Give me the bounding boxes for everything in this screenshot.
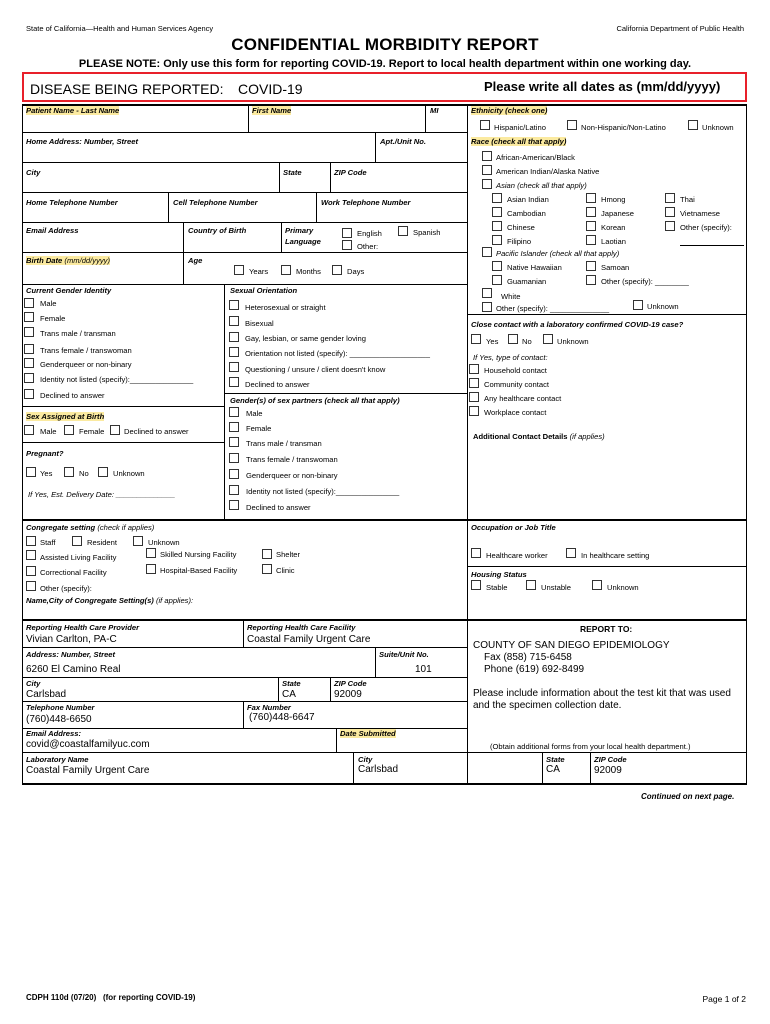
- housing-stable-label: Stable: [486, 583, 508, 592]
- gender-male-label: Male: [40, 299, 57, 308]
- provider-label: Reporting Health Care Provider: [26, 623, 140, 632]
- divider: [22, 162, 467, 163]
- native-hawaiian-checkbox[interactable]: [492, 261, 502, 271]
- housing-status-label: Housing Status: [471, 570, 527, 579]
- close-contact-unknown-checkbox[interactable]: [543, 334, 553, 344]
- african-american-checkbox[interactable]: [482, 151, 492, 161]
- congregate-staff-label: Staff: [40, 538, 56, 547]
- provider-fax-label: Fax Number: [247, 703, 291, 712]
- sexual-orientation-label: Sexual Orientation: [230, 286, 298, 295]
- shelter-checkbox[interactable]: [262, 549, 272, 559]
- divider: [224, 284, 225, 519]
- divider: [281, 222, 282, 252]
- sex-female-checkbox[interactable]: [64, 425, 74, 435]
- provider-zip-label: ZIP Code: [334, 679, 367, 688]
- divider: [243, 701, 244, 728]
- divider: [22, 104, 23, 784]
- partner-male-checkbox[interactable]: [229, 407, 239, 417]
- vietnamese-checkbox[interactable]: [665, 207, 675, 217]
- disease-value: COVID-19: [238, 81, 303, 97]
- orientation-gay-checkbox[interactable]: [229, 332, 239, 342]
- healthcare-worker-label: Healthcare worker: [486, 551, 548, 560]
- country-of-birth-label: Country of Birth: [188, 226, 247, 235]
- partner-notlisted-label: Identity not listed (specify):_______________: [246, 487, 400, 496]
- city-field[interactable]: [23, 176, 467, 192]
- gender-genderqueer-label: Genderqueer or non-binary: [40, 360, 132, 369]
- contact-type-label: If Yes, type of contact:: [473, 353, 548, 362]
- report-to-note2: and the specimen collection date.: [473, 700, 622, 711]
- divider: [22, 519, 747, 521]
- hispanic-checkbox[interactable]: [480, 120, 490, 130]
- divider: [224, 393, 467, 394]
- samoan-checkbox[interactable]: [586, 261, 596, 271]
- divider: [467, 104, 468, 519]
- race-unknown-label: Unknown: [647, 302, 679, 311]
- vietnamese-label: Vietnamese: [680, 209, 720, 218]
- pacific-other-label: Other (specify): ________: [601, 277, 689, 286]
- lab-city-label: City: [358, 755, 373, 764]
- lab-city[interactable]: Carlsbad: [358, 764, 399, 775]
- provider-state[interactable]: CA: [282, 689, 296, 700]
- other-language-checkbox[interactable]: [342, 240, 352, 250]
- native-hawaiian-label: Native Hawaiian: [507, 263, 562, 272]
- divider: [467, 314, 747, 315]
- provider-city-label: City: [26, 679, 41, 688]
- zip-label: ZIP Code: [334, 168, 367, 177]
- provider-address-label: Address: Number, Street: [26, 650, 116, 659]
- home-telephone-label: Home Telephone Number: [26, 198, 118, 207]
- cell-telephone-label: Cell Telephone Number: [173, 198, 258, 207]
- divider: [243, 619, 244, 647]
- divider: [467, 566, 747, 567]
- partner-declined-label: Declined to answer: [246, 503, 311, 512]
- correctional-label: Correctional Facility: [40, 568, 107, 577]
- sex-declined-label: Declined to answer: [124, 427, 189, 436]
- japanese-checkbox[interactable]: [586, 207, 596, 217]
- pregnant-yes-checkbox[interactable]: [26, 467, 36, 477]
- asian-other-label: Other (specify):: [680, 223, 732, 232]
- additional-contact-label: Additional Contact Details (if applies): [473, 432, 605, 441]
- congregate-staff-checkbox[interactable]: [26, 536, 36, 546]
- divider: [278, 677, 279, 701]
- partner-female-label: Female: [246, 424, 272, 433]
- close-contact-yes-label: Yes: [486, 337, 499, 346]
- occupation-label: Occupation or Job Title: [471, 523, 556, 532]
- divider: [183, 252, 184, 284]
- email-label: Email Address: [26, 226, 79, 235]
- close-contact-no-label: No: [522, 337, 532, 346]
- race-unknown-checkbox[interactable]: [633, 300, 643, 310]
- pacific-islander-label: Pacific Islander (check all that apply): [496, 249, 620, 258]
- report-to-line1: COUNTY OF SAN DIEGO EPIDEMIOLOGY: [473, 640, 670, 651]
- continued-note: Continued on next page.: [641, 792, 735, 801]
- close-contact-yes-checkbox[interactable]: [471, 334, 481, 344]
- chinese-label: Chinese: [507, 223, 535, 232]
- congregate-resident-label: Resident: [87, 538, 117, 547]
- dates-note: Please write all dates as (mm/dd/yyyy): [484, 79, 721, 94]
- primary-label: Primary: [285, 226, 314, 235]
- orientation-questioning-label: Questioning / unsure / client doesn't know: [245, 365, 386, 374]
- close-contact-label: Close contact with a laboratory confirmed COVID-19 case?: [471, 320, 684, 329]
- lab-name-label: Laboratory Name: [26, 755, 89, 764]
- community-contact-checkbox[interactable]: [469, 378, 479, 388]
- partner-declined-checkbox[interactable]: [229, 500, 239, 510]
- asian-indian-label: Asian Indian: [507, 195, 549, 204]
- pregnant-yes-label: Yes: [40, 469, 53, 478]
- pregnant-label: Pregnant?: [26, 449, 64, 458]
- congregate-resident-checkbox[interactable]: [72, 536, 82, 546]
- partner-male-label: Male: [246, 409, 263, 418]
- divider: [590, 752, 591, 784]
- divider: [22, 752, 467, 753]
- divider: [22, 284, 467, 285]
- gender-female-checkbox[interactable]: [24, 312, 34, 322]
- american-indian-label: American Indian/Alaska Native: [496, 167, 600, 176]
- agency-right: California Department of Public Health: [616, 24, 744, 33]
- gender-transfemale-checkbox[interactable]: [24, 344, 34, 354]
- divider: [22, 222, 467, 223]
- spanish-label: Spanish: [413, 228, 441, 237]
- orientation-bisexual-checkbox[interactable]: [229, 316, 239, 326]
- first-name-label: First Name: [252, 106, 292, 115]
- pacific-islander-checkbox[interactable]: [482, 247, 492, 257]
- orientation-questioning-checkbox[interactable]: [229, 362, 239, 372]
- divider: [22, 701, 467, 702]
- age-label: Age: [188, 256, 203, 265]
- orientation-declined-label: Declined to answer: [245, 380, 310, 389]
- pregnant-no-checkbox[interactable]: [64, 467, 74, 477]
- guamanian-label: Guamanian: [507, 277, 547, 286]
- filipino-label: Filipino: [507, 237, 532, 246]
- lab-state-label: State: [546, 755, 565, 764]
- additional-forms-note: (Obtain additional forms from your local health department.): [490, 742, 691, 751]
- birth-date-label: Birth Date (mm/dd/yyyy): [26, 256, 110, 265]
- divider: [316, 192, 317, 222]
- report-to-label: REPORT TO:: [580, 624, 633, 634]
- partner-genderqueer-checkbox[interactable]: [229, 469, 239, 479]
- gender-declined-checkbox[interactable]: [24, 389, 34, 399]
- partner-female-checkbox[interactable]: [229, 422, 239, 432]
- asian-other-checkbox[interactable]: [665, 221, 675, 231]
- cambodian-label: Cambodian: [507, 209, 546, 218]
- lab-zip-label: ZIP Code: [594, 755, 627, 764]
- days-label: Days: [347, 267, 365, 276]
- orientation-notlisted-checkbox[interactable]: [229, 347, 239, 357]
- congregate-name-label: Name,City of Congregate Setting(s) (if applies):: [26, 596, 194, 605]
- divider: [467, 519, 468, 619]
- housing-unknown-checkbox[interactable]: [592, 580, 602, 590]
- report-to-fax: Fax (858) 715-6458: [484, 652, 572, 663]
- healthcare-contact-checkbox[interactable]: [469, 392, 479, 402]
- months-label: Months: [296, 267, 321, 276]
- form-title: CONFIDENTIAL MORBIDITY REPORT: [231, 35, 539, 54]
- samoan-label: Samoan: [601, 263, 630, 272]
- cambodian-checkbox[interactable]: [492, 207, 502, 217]
- divider: [467, 619, 468, 784]
- home-address-field[interactable]: [23, 146, 467, 162]
- form-note: PLEASE NOTE: Only use this form for reporting COVID-19. Report to local health department within one working day.: [78, 58, 692, 70]
- asian-checkbox[interactable]: [482, 179, 492, 189]
- housing-unstable-checkbox[interactable]: [526, 580, 536, 590]
- chinese-checkbox[interactable]: [492, 221, 502, 231]
- white-label: White: [501, 292, 521, 301]
- orientation-hetero-label: Heterosexual or straight: [245, 303, 326, 312]
- language-label: Language: [285, 237, 321, 246]
- thai-label: Thai: [680, 195, 695, 204]
- korean-checkbox[interactable]: [586, 221, 596, 231]
- divider: [22, 442, 224, 443]
- patient-name-field[interactable]: [23, 114, 467, 132]
- gender-identity-label: Current Gender Identity: [26, 286, 112, 295]
- non-hispanic-checkbox[interactable]: [567, 120, 577, 130]
- ethnicity-unknown-label: Unknown: [702, 123, 734, 132]
- ethnicity-label: Ethnicity (check one): [471, 106, 548, 115]
- hospital-based-label: Hospital-Based Facility: [160, 566, 238, 575]
- healthcare-setting-label: In healthcare setting: [581, 551, 650, 560]
- japanese-label: Japanese: [601, 209, 634, 218]
- provider-name[interactable]: Vivian Carlton, PA-C: [26, 634, 117, 645]
- hmong-label: Hmong: [601, 195, 626, 204]
- divider: [375, 647, 376, 677]
- gender-declined-label: Declined to answer: [40, 391, 105, 400]
- provider-suite[interactable]: 101: [415, 664, 432, 675]
- clinic-checkbox[interactable]: [262, 564, 272, 574]
- months-checkbox[interactable]: [281, 265, 291, 275]
- lab-name[interactable]: Coastal Family Urgent Care: [26, 765, 150, 776]
- asian-indian-checkbox[interactable]: [492, 193, 502, 203]
- hispanic-label: Hispanic/Latino: [494, 123, 546, 132]
- congregate-unknown-checkbox[interactable]: [133, 536, 143, 546]
- pacific-other-checkbox[interactable]: [586, 275, 596, 285]
- guamanian-checkbox[interactable]: [492, 275, 502, 285]
- asian-other-line: [680, 245, 744, 246]
- form-id: CDPH 110d (07/20) (for reporting COVID-19): [26, 993, 196, 1002]
- household-contact-label: Household contact: [484, 366, 547, 375]
- korean-label: Korean: [601, 223, 626, 232]
- divider: [22, 619, 747, 621]
- clinic-label: Clinic: [276, 566, 295, 575]
- years-checkbox[interactable]: [234, 265, 244, 275]
- facility-name[interactable]: Coastal Family Urgent Care: [247, 634, 371, 645]
- report-to-note1: Please include information about the test kit that was used: [473, 688, 731, 699]
- partner-genderqueer-label: Genderqueer or non-binary: [246, 471, 338, 480]
- partner-notlisted-checkbox[interactable]: [229, 485, 239, 495]
- provider-address[interactable]: 6260 El Camino Real: [26, 664, 121, 675]
- partner-transfemale-checkbox[interactable]: [229, 453, 239, 463]
- provider-telephone[interactable]: (760)448-6650: [26, 714, 92, 725]
- gender-male-checkbox[interactable]: [24, 298, 34, 308]
- gender-genderqueer-checkbox[interactable]: [24, 358, 34, 368]
- ethnicity-unknown-checkbox[interactable]: [688, 120, 698, 130]
- filipino-checkbox[interactable]: [492, 235, 502, 245]
- divider: [22, 406, 224, 407]
- patient-last-name-label: Patient Name - Last Name: [26, 106, 120, 115]
- sex-male-checkbox[interactable]: [24, 425, 34, 435]
- gender-notlisted-checkbox[interactable]: [24, 373, 34, 383]
- apt-label: Apt./Unit No.: [380, 137, 426, 146]
- divider: [330, 677, 331, 701]
- other-language-label: Other:: [357, 242, 379, 251]
- orientation-gay-label: Gay, lesbian, or same gender loving: [245, 334, 367, 343]
- orientation-hetero-checkbox[interactable]: [229, 300, 239, 310]
- healthcare-worker-checkbox[interactable]: [471, 548, 481, 558]
- divider: [22, 252, 467, 253]
- race-other-label: Other (specify): ______________: [496, 304, 610, 313]
- divider: [183, 222, 184, 252]
- divider: [353, 752, 354, 784]
- delivery-date-label: If Yes, Est. Delivery Date: ______________: [28, 490, 176, 499]
- provider-email-label: Email Address:: [26, 729, 82, 738]
- assisted-living-checkbox[interactable]: [26, 550, 36, 560]
- household-contact-checkbox[interactable]: [469, 364, 479, 374]
- sex-female-label: Female: [79, 427, 105, 436]
- shelter-label: Shelter: [276, 550, 301, 559]
- american-indian-checkbox[interactable]: [482, 165, 492, 175]
- congregate-unknown-label: Unknown: [148, 538, 180, 547]
- non-hispanic-label: Non-Hispanic/Non-Latino: [581, 123, 666, 132]
- race-label: Race (check all that apply): [471, 137, 567, 146]
- housing-unstable-label: Unstable: [541, 583, 571, 592]
- hmong-checkbox[interactable]: [586, 193, 596, 203]
- gender-notlisted-label: Identity not listed (specify):_______________: [40, 375, 194, 384]
- provider-email[interactable]: covid@coastalfamilyuc.com: [26, 739, 150, 750]
- white-checkbox[interactable]: [482, 288, 492, 298]
- home-address-label: Home Address: Number, Street: [26, 137, 138, 146]
- divider: [168, 192, 169, 222]
- divider: [22, 728, 467, 729]
- orientation-notlisted-label: Orientation not listed (specify): ___________________: [245, 349, 430, 358]
- divider: [336, 728, 337, 752]
- sex-partners-label: Gender(s) of sex partners (check all that apply): [230, 396, 400, 405]
- thai-checkbox[interactable]: [665, 193, 675, 203]
- lab-zip[interactable]: 92009: [594, 765, 622, 776]
- provider-telephone-label: Telephone Number: [26, 703, 95, 712]
- provider-fax[interactable]: (760)448-6647: [249, 712, 315, 723]
- city-label: City: [26, 168, 41, 177]
- workplace-contact-label: Workplace contact: [484, 408, 547, 417]
- skilled-nursing-label: Skilled Nursing Facility: [160, 550, 237, 559]
- housing-unknown-label: Unknown: [607, 583, 639, 592]
- disease-label: DISEASE BEING REPORTED:: [30, 81, 224, 97]
- assisted-living-label: Assisted Living Facility: [40, 553, 117, 562]
- provider-state-label: State: [282, 679, 301, 688]
- divider: [467, 752, 747, 753]
- work-telephone-label: Work Telephone Number: [321, 198, 411, 207]
- english-label: English: [357, 229, 382, 238]
- mi-label: MI: [430, 106, 439, 115]
- partner-transmale-checkbox[interactable]: [229, 437, 239, 447]
- gender-transfemale-label: Trans female / transwoman: [40, 346, 132, 355]
- divider: [746, 104, 747, 784]
- partner-transfemale-label: Trans female / transwoman: [246, 455, 338, 464]
- days-checkbox[interactable]: [332, 265, 342, 275]
- state-label: State: [283, 168, 302, 177]
- divider: [542, 752, 543, 784]
- sex-assigned-label: Sex Assigned at Birth: [26, 412, 105, 421]
- close-contact-no-checkbox[interactable]: [508, 334, 518, 344]
- race-other-checkbox[interactable]: [482, 302, 492, 312]
- facility-label: Reporting Health Care Facility: [247, 623, 356, 632]
- date-submitted-label: Date Submitted: [340, 729, 396, 738]
- sex-declined-checkbox[interactable]: [110, 425, 120, 435]
- divider: [22, 677, 467, 678]
- asian-label: Asian (check all that apply): [496, 181, 587, 190]
- agency-left: State of California—Health and Human Services Agency: [26, 24, 214, 33]
- report-to-phone: Phone (619) 692-8499: [484, 664, 585, 675]
- african-american-label: African-American/Black: [496, 153, 575, 162]
- spanish-checkbox[interactable]: [398, 226, 408, 236]
- orientation-bisexual-label: Bisexual: [245, 319, 274, 328]
- orientation-declined-checkbox[interactable]: [229, 377, 239, 387]
- workplace-contact-checkbox[interactable]: [469, 406, 479, 416]
- pregnant-unknown-checkbox[interactable]: [98, 467, 108, 477]
- divider: [22, 192, 467, 193]
- pregnant-unknown-label: Unknown: [113, 469, 145, 478]
- sex-male-label: Male: [40, 427, 57, 436]
- lab-state[interactable]: CA: [546, 764, 560, 775]
- gender-transmale-checkbox[interactable]: [24, 327, 34, 337]
- healthcare-contact-label: Any healthcare contact: [484, 394, 562, 403]
- hospital-based-checkbox[interactable]: [146, 564, 156, 574]
- divider: [22, 783, 747, 785]
- page-number: Page 1 of 2: [702, 994, 746, 1004]
- correctional-checkbox[interactable]: [26, 566, 36, 576]
- gender-female-label: Female: [40, 314, 66, 323]
- provider-city[interactable]: Carlsbad: [26, 689, 67, 700]
- english-checkbox[interactable]: [342, 228, 352, 238]
- skilled-nursing-checkbox[interactable]: [146, 548, 156, 558]
- divider: [22, 132, 467, 133]
- healthcare-setting-checkbox[interactable]: [566, 548, 576, 558]
- congregate-label: Congregate setting (check if applies): [26, 523, 155, 532]
- congregate-other-checkbox[interactable]: [26, 581, 36, 591]
- gender-transmale-label: Trans male / transman: [40, 329, 116, 338]
- suite-label: Suite/Unit No.: [379, 650, 429, 659]
- laotian-label: Laotian: [601, 237, 626, 246]
- provider-zip[interactable]: 92009: [334, 689, 362, 700]
- close-contact-unknown-label: Unknown: [557, 337, 589, 346]
- divider: [22, 647, 467, 648]
- partner-transmale-label: Trans male / transman: [246, 439, 322, 448]
- community-contact-label: Community contact: [484, 380, 549, 389]
- laotian-checkbox[interactable]: [586, 235, 596, 245]
- years-label: Years: [249, 267, 269, 276]
- congregate-other-label: Other (specify):: [40, 584, 92, 593]
- divider: [22, 104, 747, 106]
- housing-stable-checkbox[interactable]: [471, 580, 481, 590]
- pregnant-no-label: No: [79, 469, 89, 478]
